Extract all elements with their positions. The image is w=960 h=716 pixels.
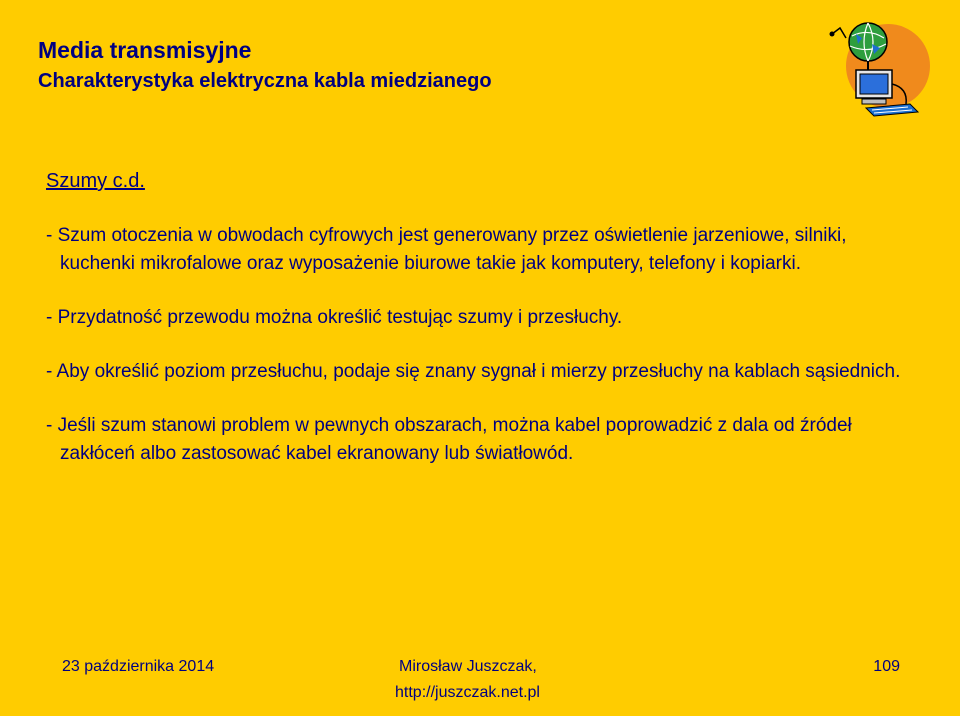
paragraph-crosstalk-measure: - Aby określić poziom przesłuchu, podaje się znany sygnał i mierzy przesłuchy na kablach sąsiednich.: [46, 361, 901, 382]
footer-url: http://juszczak.net.pl: [395, 684, 540, 701]
slide-subtitle: Charakterystyka elektryczna kabla miedzianego: [38, 70, 492, 92]
footer-author: Mirosław Juszczak,: [399, 658, 537, 675]
slide-body: [46, 222, 926, 494]
paragraph-noise-sources: - Szum otoczenia w obwodach cyfrowych jest generowany przez oświetlenie jarzeniowe, silniki, kuchenki mikrofalowe oraz wyposażenie biurowe takie jak komputery, telefony i kopiarki.: [46, 225, 847, 274]
footer-author-block: [395, 654, 615, 706]
section-heading: Szumy c.d.: [46, 170, 145, 192]
footer-date: 23 października 2014: [62, 658, 215, 675]
globe-computer-icon: [822, 14, 934, 124]
slide-title: Media transmisyjne: [38, 37, 252, 63]
paragraph-cable-usefulness: - Przydatność przewodu można określić testując szumy i przesłuchy.: [46, 307, 623, 328]
page-number: 109: [873, 658, 900, 675]
paragraph-noise-solution: - Jeśli szum stanowi problem w pewnych obszarach, można kabel poprowadzić z dala od źródeł zakłóceń albo zastosować kabel ekranowany lub światłowód.: [46, 415, 852, 464]
